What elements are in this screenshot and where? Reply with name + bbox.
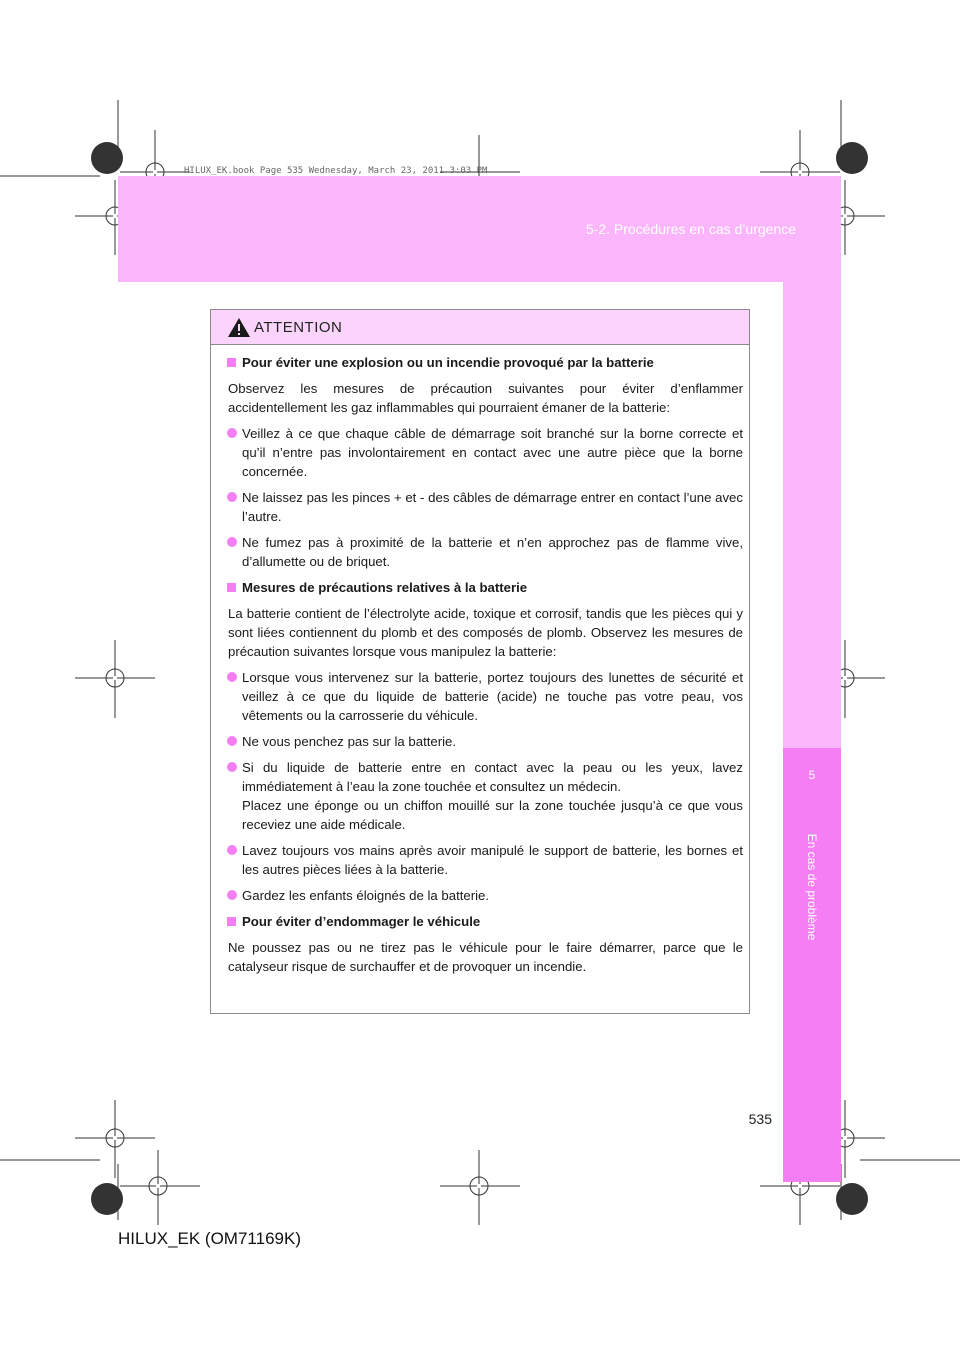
section-heading: Pour éviter d’endommager le véhicule: [228, 912, 743, 931]
warning-content: [228, 353, 743, 983]
section-heading: Pour éviter une explosion ou un incendie provoqué par la batterie: [228, 353, 743, 372]
bullet-text-extra: Placez une éponge ou un chiffon mouillé sur la zone touchée jusqu’à ce que vous receviez une aide médicale.: [242, 798, 743, 832]
bullet-item: Ne laissez pas les pinces + et - des câbles de démarrage entrer en contact l’une avec l’autre.: [228, 488, 743, 526]
section-paragraph: La batterie contient de l’électrolyte acide, toxique et corrosif, tandis que les pièces qui y sont liées contiennent du plomb et des composés de plomb. Observez les mesures de précaution suivantes lorsque vous manipulez la batterie:: [228, 606, 743, 659]
document-code: HILUX_EK (OM71169K): [118, 1229, 301, 1248]
bullet-item: Veillez à ce que chaque câble de démarrage soit branché sur la borne correcte et qu’il n’entre pas involontairement en contact avec une autre pièce que la borne concernée.: [228, 424, 743, 481]
page-number: 535: [748, 1111, 772, 1127]
chapter-title: En cas de problème: [805, 833, 819, 941]
section-heading: Mesures de précautions relatives à la batterie: [228, 578, 743, 597]
chapter-number: 5: [808, 768, 816, 782]
bullet-text: Si du liquide de batterie entre en contact avec la peau ou les yeux, lavez immédiatement à l’eau la zone touchée et consultez un médecin.: [242, 760, 743, 794]
bullet-item: Gardez les enfants éloignés de la batterie.: [228, 886, 743, 905]
section-paragraph: Ne poussez pas ou ne tirez pas le véhicule pour le faire démarrer, parce que le catalyseur risque de surchauffer et de provoquer un incendie.: [228, 940, 743, 974]
warning-triangle-icon: [228, 318, 250, 337]
side-tab-active-band: [783, 748, 841, 1182]
bullet-item: Lavez toujours vos mains après avoir manipulé le support de batterie, les bornes et les autres pièces liées à la batterie.: [228, 841, 743, 879]
warning-header: [211, 310, 749, 345]
warning-title: ATTENTION: [254, 319, 343, 336]
bullet-item: Ne fumez pas à proximité de la batterie et n’en approchez pas de flamme vive, d’allumette ou de briquet.: [228, 533, 743, 571]
file-stamp: HILUX_EK.book Page 535 Wednesday, March 23, 2011 3:03 PM: [184, 166, 488, 176]
section-title: 5-2. Procédures en cas d’urgence: [585, 221, 796, 237]
bullet-item: Ne vous penchez pas sur la batterie.: [228, 732, 743, 751]
bullet-item: [228, 758, 743, 834]
bullet-item: Lorsque vous intervenez sur la batterie, portez toujours des lunettes de sécurité et veillez à ce que du liquide de batterie (acide) ne touche pas votre peau, vos vêtements ou la carrosserie du véhicule.: [228, 668, 743, 725]
section-paragraph: Observez les mesures de précaution suivantes pour éviter d’enflammer accidentellement les gaz inflammables qui pourraient émaner de la batterie:: [228, 381, 743, 415]
